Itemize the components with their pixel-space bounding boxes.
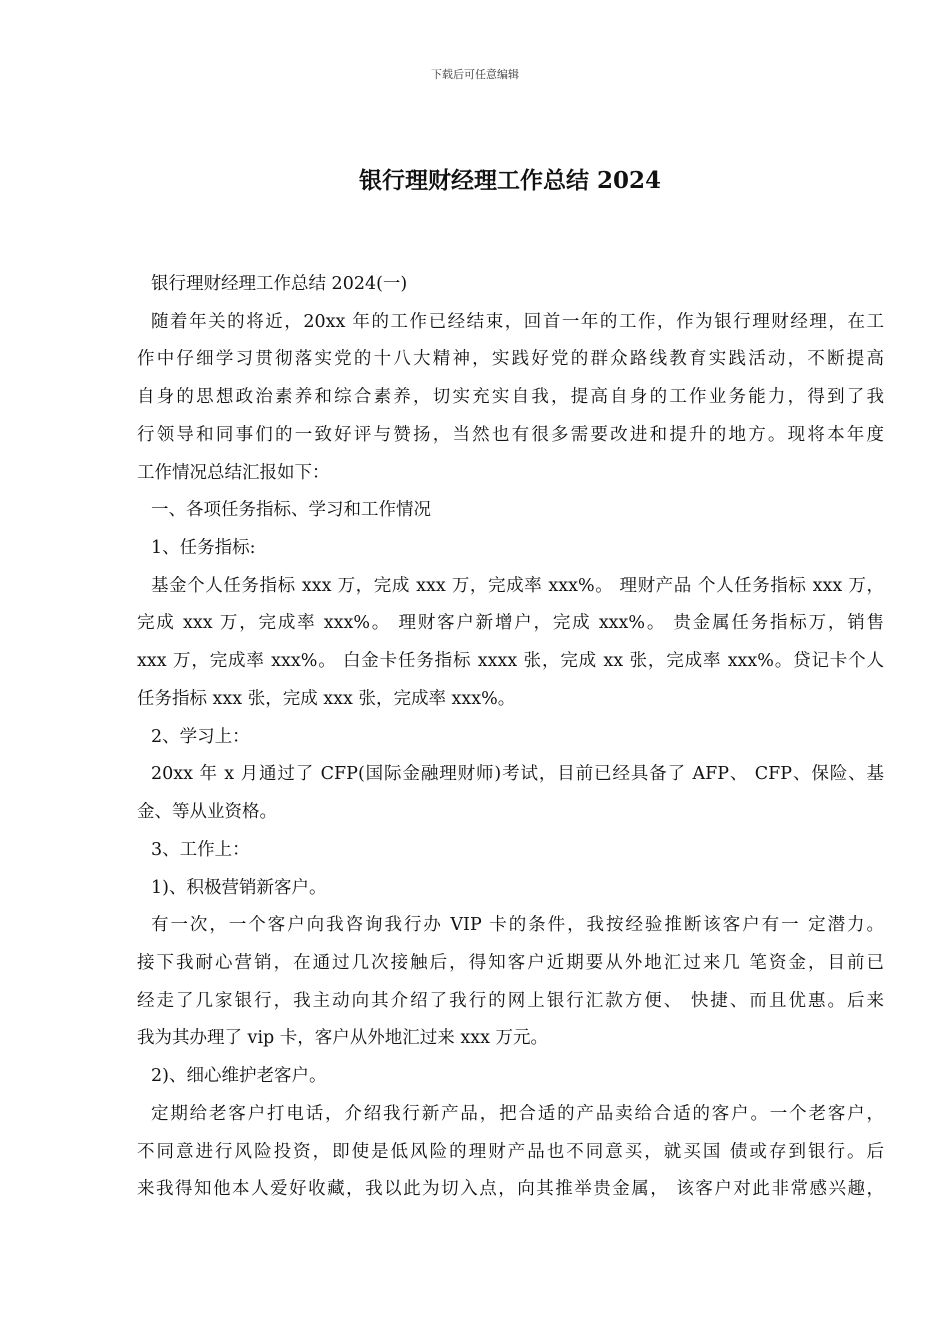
body-line: 经走了几家银行，我主动向其介绍了我行的网上银行汇款方便、 快捷、而且优惠。后来: [137, 990, 884, 1011]
body-line: xxx 万，完成率 xxx%。 白金卡任务指标 xxxx 张，完成 xx 张，完成率 xxx%。贷记卡个人: [137, 651, 884, 672]
body-line: 20xx 年 x 月通过了 CFP(国际金融理财师)考试，目前已经具备了 AFP、 CFP、保险、基: [151, 764, 884, 785]
body-line: 作中仔细学习贯彻落实党的十八大精神，实践好党的群众路线教育实践活动，不断提高: [137, 349, 884, 370]
body-line: 1)、积极营销新客户。: [151, 877, 327, 898]
body-line: 银行理财经理工作总结 2024(一): [151, 274, 408, 294]
body-line: 不同意进行风险投资，即使是低风险的理财产品也不同意买，就买国 债或存到银行。后: [137, 1141, 884, 1162]
body-line: 1、任务指标:: [151, 538, 256, 559]
body-line: 金、等从业资格。: [137, 802, 277, 823]
body-line: 有一次，一个客户向我咨询我行办 VIP 卡的条件，我按经验推断该客户有一 定潜力。: [151, 915, 884, 936]
body-line: 基金个人任务指标 xxx 万，完成 xxx 万，完成率 xxx%。 理财产品 个人任务指标 xxx 万，: [151, 575, 884, 596]
body-line: 3、工作上：: [151, 839, 250, 860]
body-line: 接下我耐心营销，在通过几次接触后，得知客户近期要从外地汇过来几 笔资金，目前已: [137, 952, 884, 973]
body-line: 工作情况总结汇报如下：: [137, 462, 330, 483]
document-body: [137, 270, 897, 1213]
body-line: 我为其办理了 vip 卡，客户从外地汇过来 xxx 万元。: [137, 1028, 549, 1049]
body-line: 定期给老客户打电话，介绍我行新产品，把合适的产品卖给合适的客户。一个老客户，: [151, 1103, 884, 1124]
body-line: 2)、细心维护老客户。: [151, 1066, 327, 1087]
body-line: 行领导和同事们的一致好评与赞扬，当然也有很多需要改进和提升的地方。现将本年度: [137, 424, 884, 445]
body-line: 自身的思想政治素养和综合素养，切实充实自我，提高自身的工作业务能力，得到了我: [137, 387, 884, 408]
document-title: 银行理财经理工作总结 2024: [358, 167, 662, 194]
body-line: 随着年关的将近，20xx 年的工作已经结束，回首一年的工作，作为银行理财经理，在工: [151, 311, 884, 332]
body-line: 来我得知他本人爱好收藏，我以此为切入点，向其推举贵金属， 该客户对此非常感兴趣，: [137, 1179, 884, 1200]
body-line: 2、学习上：: [151, 726, 250, 747]
header-note: 下载后可任意编辑: [431, 68, 519, 81]
body-line: 一、各项任务指标、学习和工作情况: [151, 500, 431, 521]
body-line: 完成 xxx 万，完成率 xxx%。 理财客户新增户，完成 xxx%。 贵金属任务指标万，销售: [137, 613, 884, 634]
body-line: 任务指标 xxx 张，完成 xxx 张，完成率 xxx%。: [137, 688, 516, 709]
